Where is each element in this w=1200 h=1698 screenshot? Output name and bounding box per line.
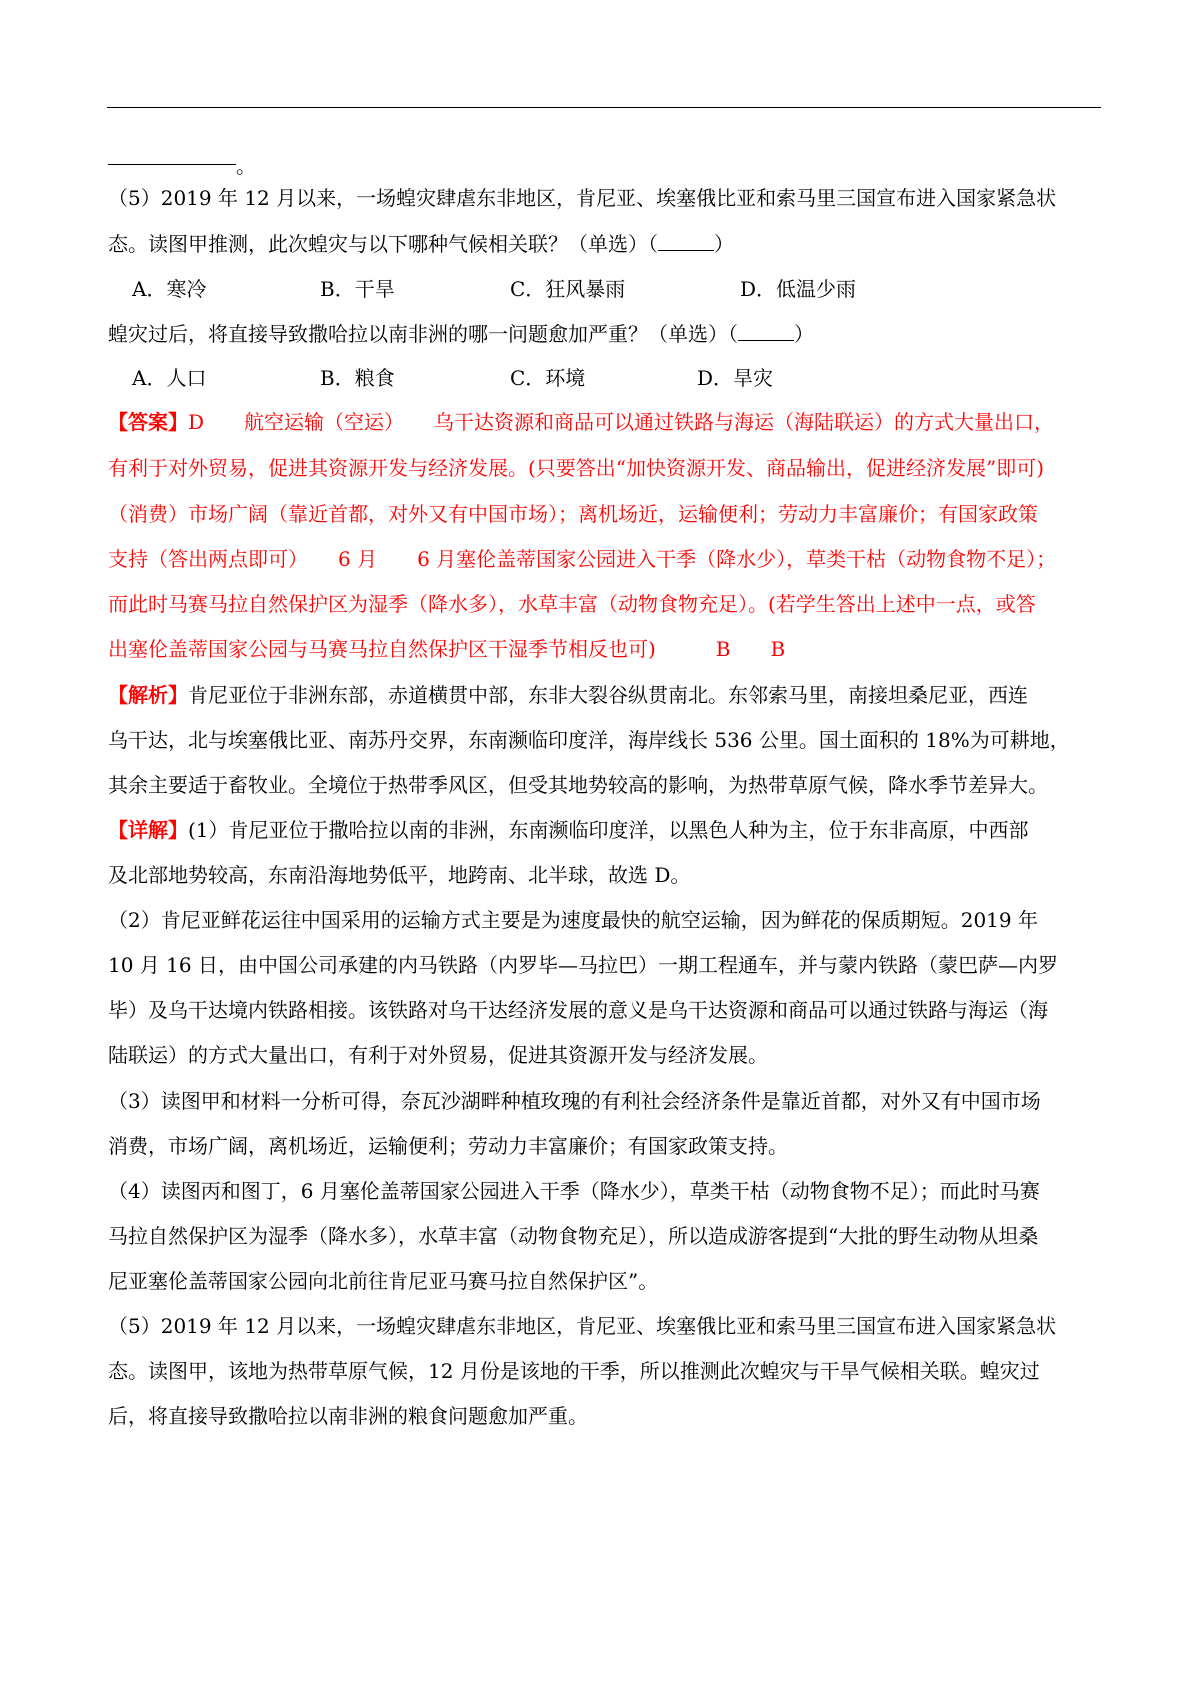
detail-line-5: 毕）及乌干达境内铁路相接。该铁路对乌干达经济发展的意义是乌干达资源和商品可以通过铁路与海运（海: [108, 998, 1048, 1022]
blank-end-punct: 。: [236, 154, 256, 178]
analysis-line-1: [108, 681, 1100, 709]
detail-line-10: 马拉自然保护区为湿季（降水多），水草丰富（动物食物充足），所以造成游客提到“大批的野生动物从坦桑: [108, 1224, 1039, 1248]
detail-label: 【详解】: [108, 818, 188, 842]
q5-option2-d: D．旱灾: [697, 366, 774, 390]
detail-line-3: （2）肯尼亚鲜花运往中国采用的运输方式主要是为速度最快的航空运输，因为鲜花的保质期短。2019 年: [108, 908, 1038, 932]
detail-line-2: 及北部地势较高，东南沿海地势低平，地跨南、北半球，故选 D。: [108, 863, 691, 887]
detail-line-1: [108, 816, 1100, 844]
detail-text-1: (1）肯尼亚位于撒哈拉以南的非洲，东南濒临印度洋，以黑色人种为主，位于东非高原，中西部: [188, 818, 1029, 842]
answer-line-5: 而此时马赛马拉自然保护区为湿季（降水多），水草丰富（动物食物充足）。(若学生答出上述中一点，或答: [108, 592, 1036, 616]
q5-option2-a: A．人口: [132, 366, 207, 390]
detail-line-13: 态。读图甲，该地为热带草原气候，12 月份是该地的干季，所以推测此次蝗灾与干旱气候相关联。蝗灾过: [108, 1359, 1040, 1383]
q5-stem-2-close: ）: [794, 322, 814, 346]
q5-answer-blank-2: [738, 322, 794, 341]
detail-line-11: 尼亚塞伦盖蒂国家公园向北前往肯尼亚马赛马拉自然保护区”。: [108, 1269, 659, 1293]
q5-stem-line-2-close: ）: [714, 232, 734, 256]
detail-line-7: （3）读图甲和材料一分析可得，奈瓦沙湖畔种植玫瑰的有利社会经济条件是靠近首都，对外又有中国市场: [108, 1089, 1041, 1113]
answer-blank-short: [108, 164, 236, 165]
answer-blank-line: [107, 107, 1101, 108]
q5-answer-blank-1: [658, 232, 714, 251]
analysis-label: 【解析】: [108, 683, 188, 707]
q5-stem-line-2: [108, 230, 1100, 258]
detail-line-14: 后，将直接导致撒哈拉以南非洲的粮食问题愈加严重。: [108, 1404, 588, 1428]
analysis-text-1: 肯尼亚位于非洲东部，赤道横贯中部，东非大裂谷纵贯南北。东邻索马里，南接坦桑尼亚，西连: [188, 683, 1028, 707]
q5-option-d: D．低温少雨: [740, 277, 857, 301]
q5-stem-line-2-text: 态。读图甲推测，此次蝗灾与以下哪种气候相关联？（单选）（: [108, 232, 658, 256]
analysis-line-2: 乌干达，北与埃塞俄比亚、南苏丹交界，东南濒临印度洋，海岸线长 536 公里。国土面积的 18%为可耕地，: [108, 728, 1070, 752]
q5-stem-2-text: 蝗灾过后，将直接导致撒哈拉以南非洲的哪一问题愈加严重？（单选）（: [108, 322, 738, 346]
answer-line-4: 支持（答出两点即可） 6 月 6 月塞伦盖蒂国家公园进入干季（降水少），草类干枯（动物食物不足）；: [108, 547, 1057, 571]
q5-option-c: C．狂风暴雨: [510, 277, 626, 301]
answer-text-1: D 航空运输（空运） 乌干达资源和商品可以通过铁路与海运（海陆联运）的方式大量出口，: [188, 410, 1055, 434]
detail-line-9: （4）读图丙和图丁，6 月塞伦盖蒂国家公园进入干季（降水少），草类干枯（动物食物不足）；而此时马赛: [108, 1179, 1040, 1203]
q5-stem-line-1: （5）2019 年 12 月以来，一场蝗灾肆虐东非地区，肯尼亚、埃塞俄比亚和索马里三国宣布进入国家紧急状: [108, 186, 1057, 210]
detail-line-6: 陆联运）的方式大量出口，有利于对外贸易，促进其资源开发与经济发展。: [108, 1043, 768, 1067]
q5-stem-2: [108, 320, 1100, 348]
answer-label: 【答案】: [108, 410, 188, 434]
q5-option-a: A．寒冷: [132, 277, 207, 301]
answer-line-6: 出塞伦盖蒂国家公园与马赛马拉自然保护区干湿季节相反也可) B B: [108, 637, 786, 661]
analysis-line-3: 其余主要适于畜牧业。全境位于热带季风区，但受其地势较高的影响，为热带草原气候，降水季节差异大。: [108, 773, 1048, 797]
detail-line-12: （5）2019 年 12 月以来，一场蝗灾肆虐东非地区，肯尼亚、埃塞俄比亚和索马里三国宣布进入国家紧急状: [108, 1314, 1057, 1338]
answer-line-2: 有利于对外贸易，促进其资源开发与经济发展。(只要答出“加快资源开发、商品输出，促进经济发展”即可): [108, 456, 1045, 480]
q5-option-b: B．干旱: [320, 277, 395, 301]
q5-option2-c: C．环境: [510, 366, 586, 390]
q5-option2-b: B．粮食: [320, 366, 395, 390]
answer-line-1: [108, 408, 1100, 436]
answer-line-3: （消费）市场广阔（靠近首都，对外又有中国市场）；离机场近，运输便利；劳动力丰富廉价；有国家政策: [108, 502, 1038, 526]
detail-line-4: 10 月 16 日，由中国公司承建的内马铁路（内罗毕—马拉巴）一期工程通车，并与蒙内铁路（蒙巴萨—内罗: [108, 953, 1058, 977]
detail-line-8: 消费，市场广阔，离机场近，运输便利；劳动力丰富廉价；有国家政策支持。: [108, 1134, 788, 1158]
